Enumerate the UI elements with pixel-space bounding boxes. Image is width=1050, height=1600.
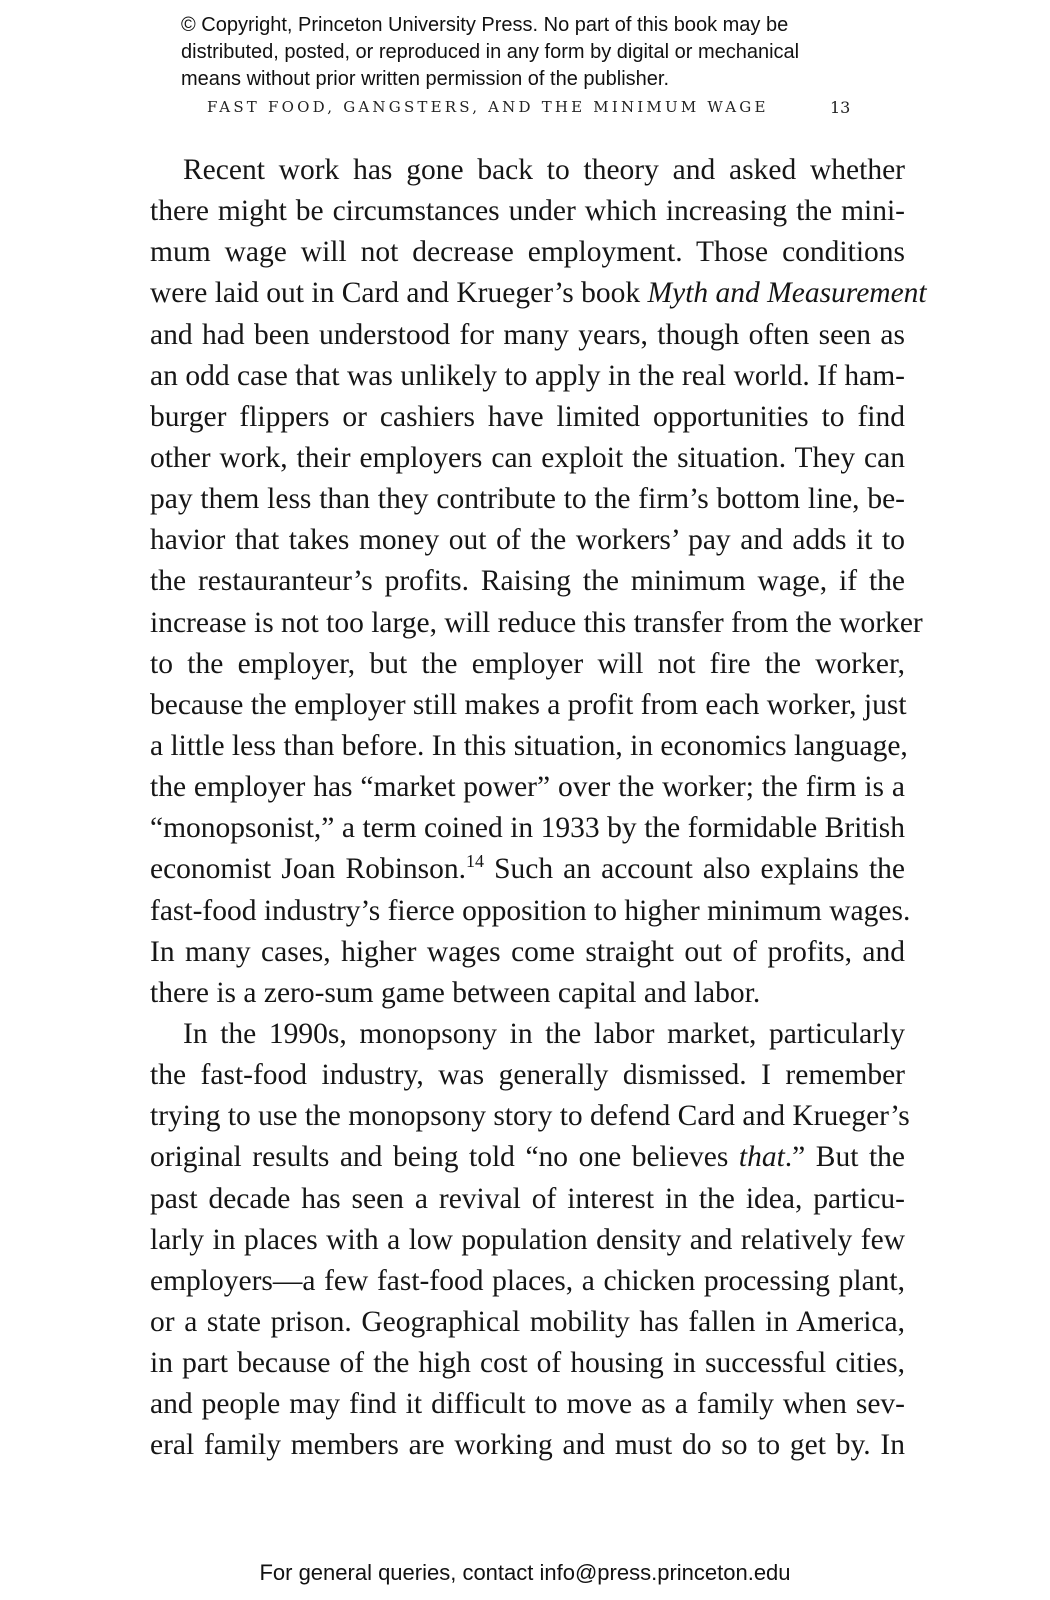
text-line: employers—a few fast-food places, a chicken processing plant, bbox=[150, 1264, 905, 1297]
text-line: there might be circumstances under which increasing the mini- bbox=[150, 195, 905, 228]
paragraph-2 bbox=[150, 1014, 910, 1467]
text-line: Recent work has gone back to theory and asked whether bbox=[183, 154, 905, 186]
copyright-line: © Copyright, Princeton University Press. No part of this book may be bbox=[181, 14, 789, 36]
footnote-reference: 14 bbox=[466, 851, 484, 872]
text-line: because the employer still makes a profit from each worker, just bbox=[150, 688, 907, 721]
text-line: in part because of the high cost of housing in successful cities, bbox=[150, 1347, 905, 1380]
text-line: pay them less than they contribute to the firm’s bottom line, be- bbox=[150, 483, 905, 516]
text-line: were laid out in Card and Krueger’s book Myth and Measurement bbox=[150, 277, 927, 310]
text-line: eral family members are working and must do so to get by. In bbox=[150, 1429, 905, 1462]
text-line: to the employer, but the employer will not fire the worker, bbox=[150, 647, 905, 680]
text-line: original results and being told “no one believes that.” But the bbox=[150, 1141, 905, 1174]
running-head: FAST FOOD, GANGSTERS, AND THE MINIMUM WAGE bbox=[207, 98, 769, 116]
text-line: and had been understood for many years, though often seen as bbox=[150, 318, 905, 351]
copyright-notice bbox=[181, 12, 901, 93]
copyright-line: means without prior written permission of the publisher. bbox=[181, 68, 670, 90]
text-line: In many cases, higher wages come straight out of profits, and bbox=[150, 935, 905, 968]
text-line: larly in places with a low population density and relatively few bbox=[150, 1223, 905, 1256]
text-line: burger flippers or cashiers have limited opportunities to find bbox=[150, 400, 905, 433]
text-line: past decade has seen a revival of interest in the idea, particu- bbox=[150, 1182, 905, 1215]
text-line: the restauranteur’s profits. Raising the minimum wage, if the bbox=[150, 565, 905, 598]
text-line: mum wage will not decrease employment. Those conditions bbox=[150, 236, 905, 269]
text-line: and people may find it difficult to move as a family when sev- bbox=[150, 1388, 905, 1421]
text-line: there is a zero-sum game between capital and labor. bbox=[150, 976, 761, 1009]
text-line: an odd case that was unlikely to apply in the real world. If ham- bbox=[150, 359, 905, 392]
text-line: In the 1990s, monopsony in the labor market, particularly bbox=[183, 1017, 905, 1050]
text-line: fast-food industry’s fierce opposition to higher minimum wages. bbox=[150, 894, 911, 927]
text-line: the employer has “market power” over the worker; the firm is a bbox=[150, 771, 905, 804]
paragraph-1 bbox=[150, 150, 927, 1014]
footer-contact: For general queries, contact info@press.princeton.edu bbox=[259, 1560, 791, 1585]
text-line: a little less than before. In this situation, in economics language, bbox=[150, 729, 908, 762]
text-line: other work, their employers can exploit the situation. They can bbox=[150, 441, 905, 474]
italic-text: Myth and Measurement bbox=[647, 277, 927, 310]
copyright-line: distributed, posted, or reproduced in any form by digital or mechanical bbox=[181, 41, 800, 63]
page-number: 13 bbox=[830, 98, 851, 117]
text-line: the fast-food industry, was generally dismissed. I remember bbox=[150, 1059, 905, 1092]
text-line: increase is not too large, will reduce this transfer from the worker bbox=[150, 606, 923, 639]
text-line: economist Joan Robinson.$^{14}$ Such an account also explains the bbox=[150, 851, 905, 886]
italic-text: that bbox=[738, 1141, 785, 1174]
text-line: trying to use the monopsony story to defend Card and Krueger’s bbox=[150, 1100, 910, 1133]
text-line: “monopsonist,” a term coined in 1933 by the formidable British bbox=[150, 812, 905, 845]
text-line: or a state prison. Geographical mobility has fallen in America, bbox=[150, 1305, 905, 1338]
text-line: havior that takes money out of the workers’ pay and adds it to bbox=[150, 524, 905, 557]
body-text bbox=[150, 150, 927, 1467]
